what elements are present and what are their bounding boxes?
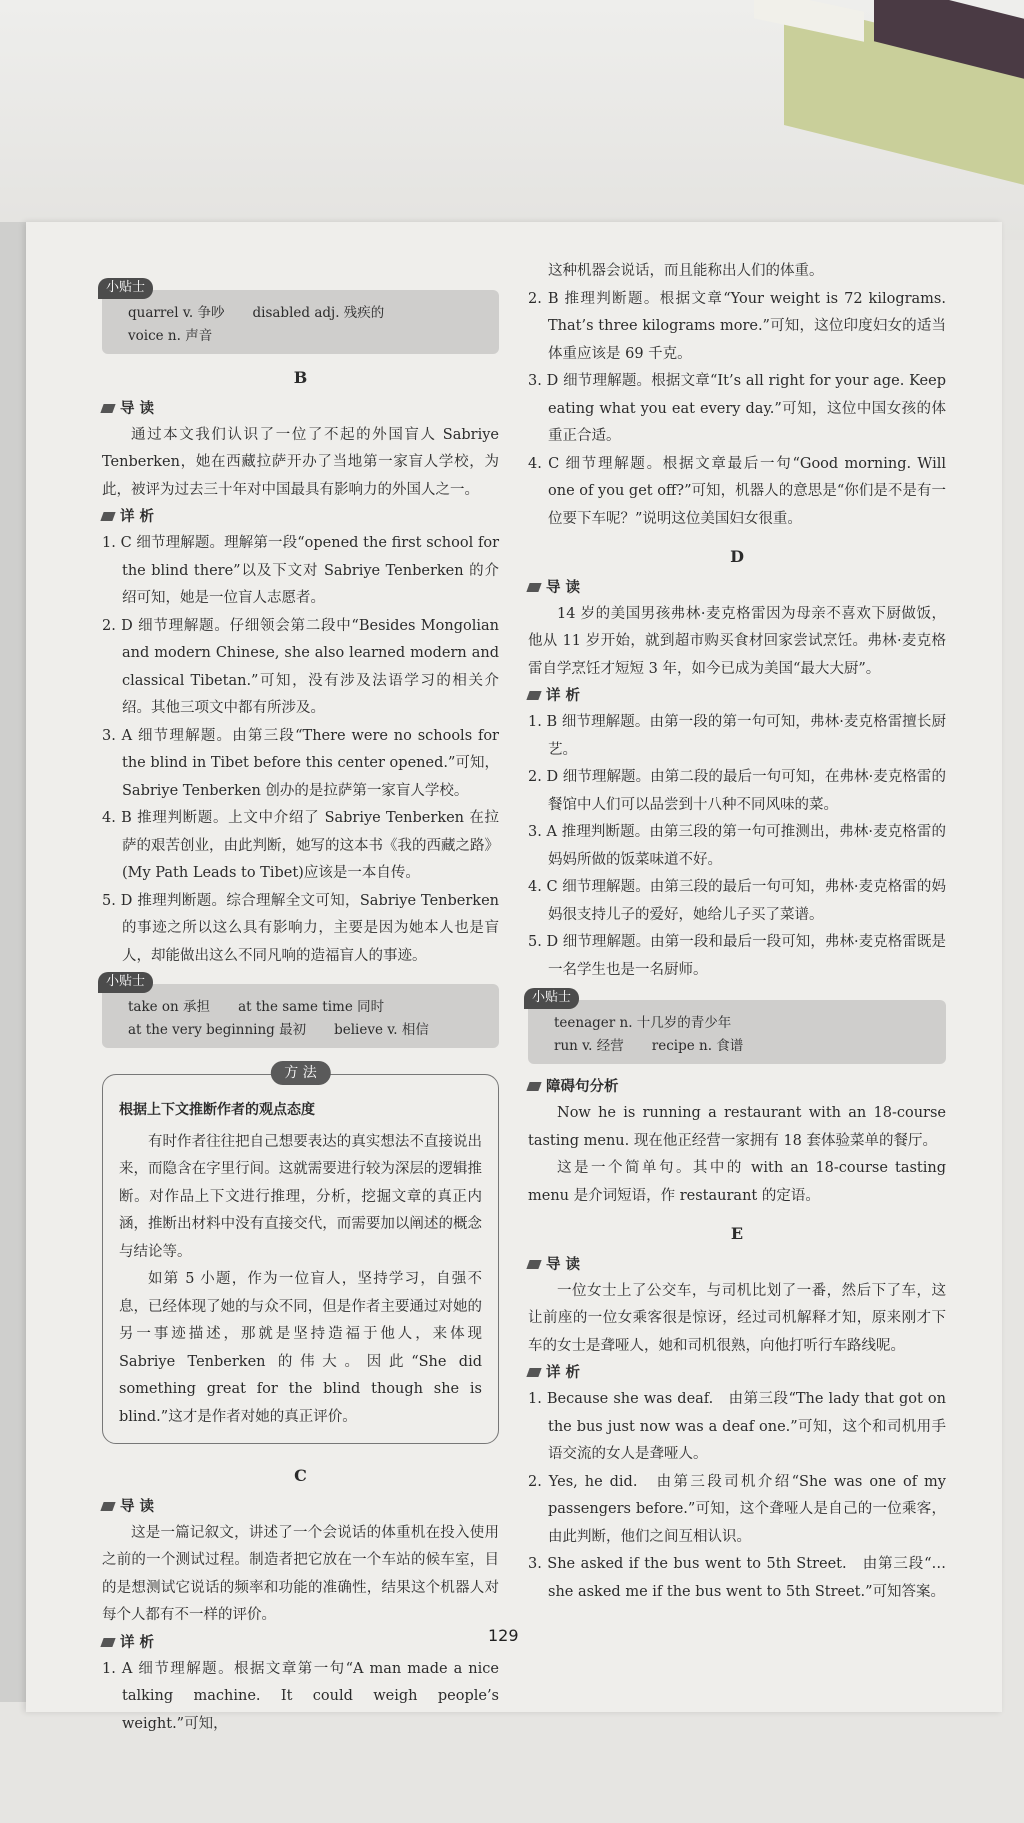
background-books bbox=[754, 0, 1024, 150]
section-letter-d: D bbox=[730, 547, 744, 566]
answer-item: 2. Yes, he did. 由第三段司机介绍“She was one of my passengers before.”可知，这个聋哑人是自己的一位乘客，由此判断，他们之间互相认识。 bbox=[528, 1473, 946, 1545]
tip-term: voice n. 声音 bbox=[128, 328, 213, 344]
section-letter-c: C bbox=[294, 1466, 307, 1485]
tip-term: recipe n. 食谱 bbox=[651, 1038, 744, 1054]
tip-box-3 bbox=[528, 990, 946, 1064]
tip-term: at the same time 同时 bbox=[238, 999, 385, 1015]
answer-item: 5. D 细节理解题。由第一段和最后一段可知，弗林·麦克格雷既是一名学生也是一名厨师。 bbox=[528, 934, 946, 978]
xiangxi-heading: 详 析 bbox=[102, 1630, 499, 1656]
answer-item: 4. C 细节理解题。根据文章最后一句“Good morning. Will one of you get off?”可知，机器人的意思是“你们是不是有一位要下车呢？”说明这位美国妇女很重。 bbox=[528, 455, 946, 527]
xiangxi-heading: 详 析 bbox=[528, 683, 946, 709]
answer-item: 3. She asked if the bus went to 5th Street. 由第三段“… she asked me if the bus went to 5th Street.”可知答案。 bbox=[528, 1556, 946, 1600]
answer-item: 3. A 推理判断题。由第三段的第一句可推测出，弗林·麦克格雷的妈妈所做的饭菜味道不好。 bbox=[528, 824, 946, 868]
d-intro: 14 岁的美国男孩弗林·麦克格雷因为母亲不喜欢下厨做饭，他从 11 岁开始，就到超市购买食材回家尝试烹饪。弗林·麦克格雷自学烹饪才短短 3 年，如今已成为美国“最大大厨”。 bbox=[528, 605, 946, 677]
tip-term: disabled adj. 残疾的 bbox=[252, 305, 385, 321]
method-badge: 方 法 bbox=[270, 1061, 330, 1085]
answer-item: 4. B 推理判断题。上文中介绍了 Sabriye Tenberken 在拉萨的艰苦创业，由此判断，她写的这本书《我的西藏之路》(My Path Leads to Tibet)应该是一本自传。 bbox=[102, 810, 499, 881]
page-number: 129 bbox=[488, 1626, 519, 1645]
daodu-heading: 导 读 bbox=[528, 575, 946, 601]
zhangai-heading: 障碍句分析 bbox=[528, 1074, 946, 1100]
c-intro: 这是一篇记叙文，讲述了一个会说话的体重机在投入使用之前的一个测试过程。制造者把它放在一个车站的候车室，目的是想测试它说话的频率和功能的准确性，结果这个机器人对每个人都有不一样的评价。 bbox=[102, 1524, 499, 1623]
method-paragraph: 如第 5 小题，作为一位盲人，坚持学习，自强不息，已经体现了她的与众不同，但是作者主要通过对她的另一事迹描述，那就是坚持造福于他人，来体现 Sabriye Tenberken 的伟大。因此“She did something great for the blind though she is blind.”这才是作者对她的真正评价。 bbox=[119, 1271, 482, 1425]
daodu-heading: 导 读 bbox=[102, 396, 499, 422]
section-letter-b: B bbox=[293, 368, 308, 387]
daodu-heading: 导 读 bbox=[528, 1252, 946, 1278]
answer-item: 1. A 细节理解题。根据文章第一句“A man made a nice talking machine. It could weigh people’s weight.”可知， bbox=[102, 1660, 499, 1732]
left-column bbox=[102, 280, 499, 1738]
tip-term: take on 承担 bbox=[128, 999, 211, 1015]
zhangai-sentence: Now he is running a restaurant with an 18-course tasting menu. 现在他正经营一家拥有 18 套体验菜单的餐厅。 bbox=[528, 1105, 946, 1149]
answer-item: 2. D 细节理解题。仔细领会第二段中“Besides Mongolian and modern Chinese, she also learned modern and classical Tibetan.”可知，没有涉及法语学习的相关介绍。其他三项文中都有所涉及。 bbox=[102, 617, 499, 716]
section-letter-e: E bbox=[730, 1224, 744, 1243]
answer-item: 2. D 细节理解题。由第二段的最后一句可知，在弗林·麦克格雷的餐馆中人们可以品尝到十八种不同风味的菜。 bbox=[528, 769, 946, 813]
tip-label: 小贴士 bbox=[98, 972, 153, 993]
answer-item: 4. C 细节理解题。由第三段的最后一句可知，弗林·麦克格雷的妈妈很支持儿子的爱好，她给儿子买了菜谱。 bbox=[528, 879, 946, 923]
answer-item: 3. A 细节理解题。由第三段“There were no schools for the blind in Tibet before this center opened.”可知，Sabriye Tenberken 创办的是拉萨第一家盲人学校。 bbox=[102, 727, 499, 799]
tip-box-1 bbox=[102, 280, 499, 354]
page-edge bbox=[0, 222, 26, 1702]
tip-label: 小贴士 bbox=[98, 278, 153, 299]
method-title: 根据上下文推断作者的观点态度 bbox=[119, 1102, 315, 1118]
right-column bbox=[528, 258, 946, 1606]
e-intro: 一位女士上了公交车，与司机比划了一番，然后下了车，这让前座的一位女乘客很是惊讶，经过司机解释才知，原来刚才下车的女士是聋哑人，她和司机很熟，向他打听行车路线呢。 bbox=[528, 1282, 946, 1354]
method-box bbox=[102, 1065, 499, 1444]
xiangxi-heading: 详 析 bbox=[102, 504, 499, 530]
answer-item: 1. Because she was deaf. 由第三段“The lady that got on the bus just now was a deaf one.”可知，这个和司机用手语交流的女人是聋哑人。 bbox=[528, 1391, 946, 1462]
answer-item: 2. B 推理判断题。根据文章“Your weight is 72 kilograms. That’s three kilograms more.”可知，这位印度妇女的适当体重应该是 69 千克。 bbox=[528, 290, 946, 362]
b-intro: 通过本文我们认识了一位了不起的外国盲人 Sabriye Tenberken，她在西藏拉萨开办了当地第一家盲人学校，为此，被评为过去三十年对中国最具有影响力的外国人之一。 bbox=[102, 426, 499, 498]
tip-term: at the very beginning 最初 bbox=[128, 1022, 307, 1038]
tip-term: run v. 经营 bbox=[554, 1038, 624, 1054]
answer-item: 1. B 细节理解题。由第一段的第一句可知，弗林·麦克格雷擅长厨艺。 bbox=[528, 714, 946, 758]
tip-label: 小贴士 bbox=[524, 988, 579, 1009]
book-page bbox=[26, 222, 1002, 1732]
answer-item: 5. D 推理判断题。综合理解全文可知，Sabriye Tenberken 的事迹之所以这么具有影响力，主要是因为她本人也是盲人，却能做出这么不同凡响的造福盲人的事迹。 bbox=[102, 892, 499, 964]
tip-term: teenager n. 十几岁的青少年 bbox=[554, 1015, 732, 1031]
xiangxi-heading: 详 析 bbox=[528, 1360, 946, 1386]
tip-term: quarrel v. 争吵 bbox=[128, 305, 225, 321]
method-paragraph: 有时作者往往把自己想要表达的真实想法不直接说出来，而隐含在字里行间。这就需要进行较为深层的逻辑推断。对作品上下文进行推理，分析，挖掘文章的真正内涵，推断出材料中没有直接交代，而需要加以阐述的概念与结论等。 bbox=[119, 1133, 482, 1260]
c-continued: 这种机器会说话，而且能称出人们的体重。 bbox=[548, 263, 824, 279]
answer-item: 3. D 细节理解题。根据文章“It’s all right for your age. Keep eating what you eat every day.”可知，这位中国女孩的体重正合适。 bbox=[528, 373, 946, 444]
daodu-heading: 导 读 bbox=[102, 1494, 499, 1520]
tip-term: believe v. 相信 bbox=[334, 1022, 429, 1038]
answer-item: 1. C 细节理解题。理解第一段“opened the first school for the blind there”以及下文对 Sabriye Tenberken 的介绍可知，她是一位盲人志愿者。 bbox=[102, 535, 499, 606]
zhangai-analysis: 这是一个简单句。其中的 with an 18-course tasting menu 是介词短语，作 restaurant 的定语。 bbox=[528, 1160, 946, 1204]
tip-box-2 bbox=[102, 974, 499, 1048]
